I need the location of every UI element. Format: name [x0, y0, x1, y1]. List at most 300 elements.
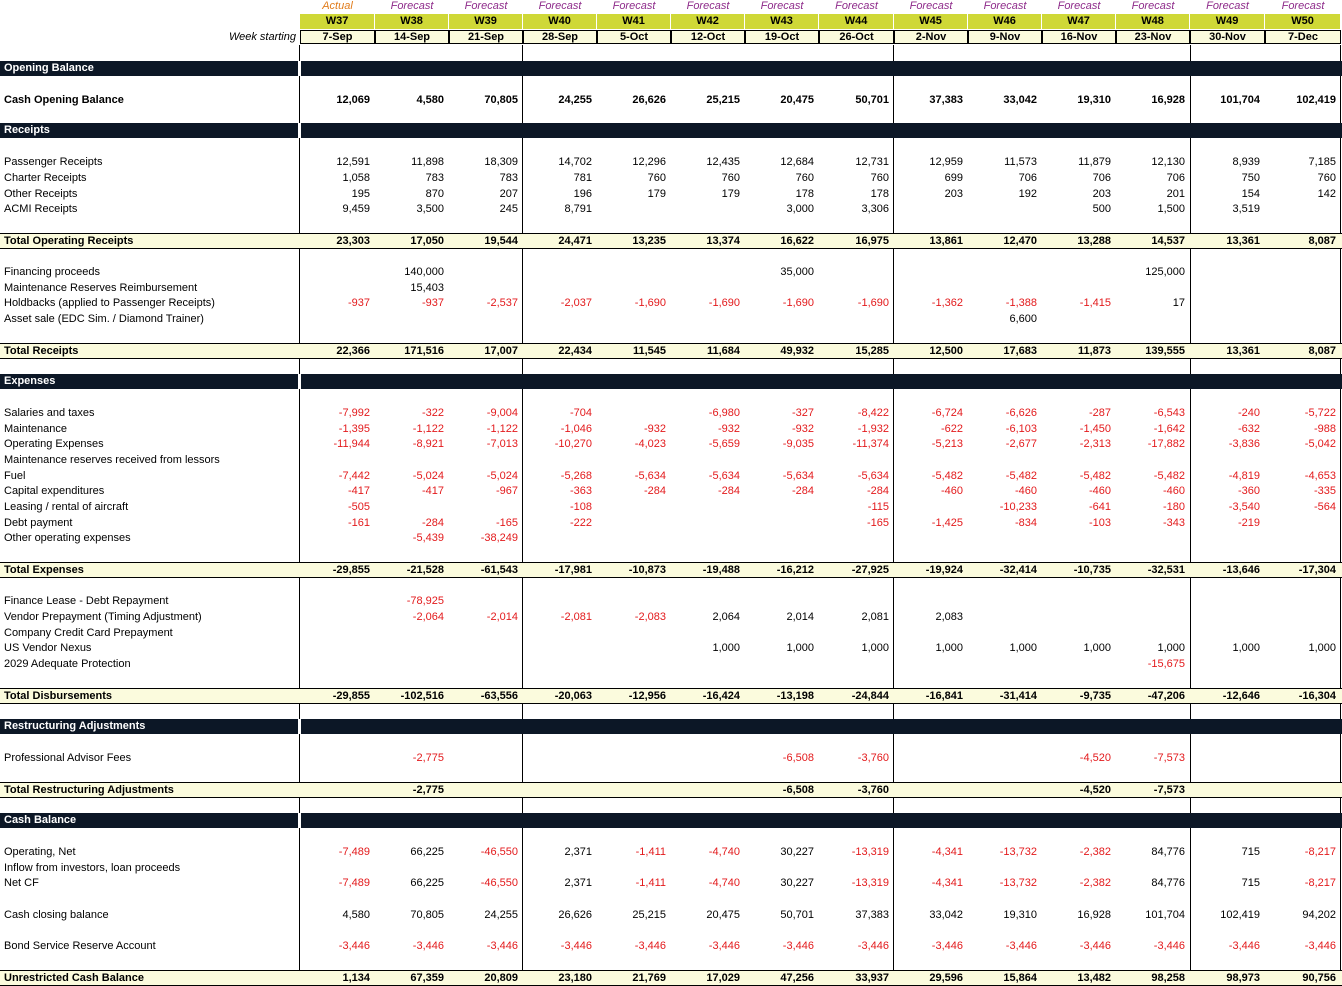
- value-cell: 12,591: [336, 156, 370, 168]
- value-cell: 179: [647, 188, 666, 200]
- row-label: Charter Receipts: [4, 172, 87, 184]
- row-salaries: [0, 406, 1342, 421]
- value-cell: -3,446: [1079, 940, 1111, 952]
- value-cell: -360: [1237, 485, 1260, 497]
- value-cell: -12,956: [628, 690, 666, 702]
- value-cell: 19,544: [484, 235, 518, 247]
- value-cell: -327: [791, 407, 814, 419]
- value-cell: 90,756: [1302, 972, 1336, 984]
- value-cell: 760: [795, 172, 814, 184]
- value-cell: -1,362: [931, 297, 963, 309]
- week-date-cell: 9-Nov: [968, 30, 1042, 44]
- value-cell: 17,683: [1003, 345, 1037, 357]
- column-type-label: Forecast: [760, 0, 804, 12]
- value-cell: 1,000: [1083, 642, 1111, 654]
- row-passenger-receipts: [0, 155, 1342, 170]
- value-cell: 1,000: [861, 642, 889, 654]
- value-cell: 98,258: [1151, 972, 1185, 984]
- value-cell: -3,836: [1228, 438, 1260, 450]
- value-cell: -13,732: [999, 846, 1037, 858]
- value-cell: -19,924: [925, 564, 963, 576]
- value-cell: 17,007: [484, 345, 518, 357]
- row-label: Other operating expenses: [4, 532, 131, 544]
- value-cell: 500: [1092, 203, 1111, 215]
- value-cell: 125,000: [1145, 266, 1185, 278]
- section-title: Receipts: [4, 124, 50, 136]
- week-number-cell: W49: [1190, 14, 1264, 29]
- value-cell: -3,760: [857, 752, 889, 764]
- row-label: Finance Lease - Debt Repayment: [4, 595, 169, 607]
- total-row-total-receipts: [0, 343, 1342, 359]
- value-cell: -9,735: [1079, 690, 1111, 702]
- row-label: Cash Opening Balance: [4, 94, 124, 106]
- row-us-vendor-nexus: [0, 641, 1342, 656]
- value-cell: -5,659: [708, 438, 740, 450]
- value-cell: -988: [1313, 423, 1336, 435]
- value-cell: -219: [1237, 517, 1260, 529]
- value-cell: 2,371: [564, 846, 592, 858]
- value-cell: 8,791: [564, 203, 592, 215]
- value-cell: -284: [421, 517, 444, 529]
- row-cash-opening-balance: [0, 93, 1342, 108]
- row-inflow-investors: [0, 861, 1342, 876]
- value-cell: 37,383: [855, 909, 889, 921]
- value-cell: 2,014: [786, 611, 814, 623]
- value-cell: 0: [1223, 784, 1231, 796]
- row-label: Total Expenses: [4, 564, 84, 576]
- value-cell: -417: [347, 485, 370, 497]
- value-cell: -10,735: [1073, 564, 1111, 576]
- section-title: Opening Balance: [4, 62, 94, 74]
- value-cell: -103: [1088, 517, 1111, 529]
- value-cell: 760: [721, 172, 740, 184]
- section-title: Expenses: [4, 375, 56, 387]
- value-cell: -322: [421, 407, 444, 419]
- value-cell: 139,555: [1145, 345, 1185, 357]
- value-cell: -9,004: [486, 407, 518, 419]
- column-type-label: Forecast: [464, 0, 508, 12]
- value-cell: -8,217: [1304, 846, 1336, 858]
- value-cell: 11,873: [1077, 345, 1111, 357]
- value-cell: 171,516: [404, 345, 444, 357]
- row-financing-proceeds: [0, 265, 1342, 280]
- value-cell: 0: [704, 784, 711, 796]
- value-cell: 49,932: [780, 345, 814, 357]
- row-label: Financing proceeds: [4, 266, 101, 278]
- section-header-expenses: [0, 374, 1342, 389]
- value-cell: 101,704: [1220, 94, 1260, 106]
- value-cell: 13,374: [706, 235, 740, 247]
- row-label: Net CF: [4, 877, 39, 889]
- value-cell: -13,646: [1222, 564, 1260, 576]
- row-label: Bond Service Reserve Account: [4, 940, 156, 952]
- value-cell: 47,256: [780, 972, 814, 984]
- value-cell: -3,446: [857, 940, 889, 952]
- week-date-cell: 28-Sep: [523, 30, 597, 44]
- band-gap: [298, 374, 301, 389]
- value-cell: -240: [1237, 407, 1260, 419]
- value-cell: -2,014: [486, 611, 518, 623]
- value-cell: -3,446: [338, 940, 370, 952]
- value-cell: -32,531: [1147, 564, 1185, 576]
- value-cell: 9,459: [342, 203, 370, 215]
- value-cell: -17,304: [1298, 564, 1336, 576]
- value-cell: -2,775: [412, 784, 444, 796]
- value-cell: -1,388: [1005, 297, 1037, 309]
- week-date-cell: 7-Dec: [1265, 30, 1341, 44]
- value-cell: -284: [791, 485, 814, 497]
- value-cell: 1,000: [1157, 642, 1185, 654]
- value-cell: -6,724: [931, 407, 963, 419]
- value-cell: 25,215: [706, 94, 740, 106]
- value-cell: 33,042: [929, 909, 963, 921]
- value-cell: -932: [643, 423, 666, 435]
- value-cell: -3,760: [857, 784, 889, 796]
- row-label: Capital expenditures: [4, 485, 105, 497]
- value-cell: -7,573: [1153, 752, 1185, 764]
- row-label: Company Credit Card Prepayment: [4, 627, 173, 639]
- value-cell: 11,879: [1078, 156, 1111, 168]
- value-cell: 35,000: [780, 266, 814, 278]
- value-cell: 203: [944, 188, 963, 200]
- value-cell: -7,442: [338, 470, 370, 482]
- row-cash-closing: [0, 908, 1342, 923]
- row-charter-receipts: [0, 171, 1342, 186]
- value-cell: 699: [944, 172, 963, 184]
- value-cell: -5,634: [857, 470, 889, 482]
- value-cell: -29,855: [332, 564, 370, 576]
- value-cell: 1,134: [342, 972, 370, 984]
- row-finance-lease: [0, 594, 1342, 609]
- week-number-cell: W43: [745, 14, 818, 29]
- row-label: Passenger Receipts: [4, 156, 103, 168]
- value-cell: -2,537: [486, 297, 518, 309]
- value-cell: -7,573: [1153, 784, 1185, 796]
- value-cell: 25,215: [632, 909, 666, 921]
- row-label: Operating Expenses: [4, 438, 104, 450]
- value-cell: -5,024: [412, 470, 444, 482]
- value-cell: 30,227: [780, 877, 814, 889]
- value-cell: 0: [333, 784, 341, 796]
- week-number-cell: W39: [449, 14, 522, 29]
- column-type-label: Forecast: [390, 0, 434, 12]
- value-cell: -2,064: [412, 611, 444, 623]
- value-cell: 101,704: [1145, 909, 1185, 921]
- value-cell: -20,063: [554, 690, 592, 702]
- band-gap: [298, 719, 301, 734]
- value-cell: -460: [940, 485, 963, 497]
- week-number-cell: W41: [597, 14, 670, 29]
- value-cell: 11,545: [632, 345, 666, 357]
- value-cell: 13,361: [1226, 235, 1260, 247]
- value-cell: -5,634: [708, 470, 740, 482]
- value-cell: -3,446: [782, 940, 814, 952]
- week-date-cell: 19-Oct: [745, 30, 819, 44]
- value-cell: -7,013: [486, 438, 518, 450]
- row-label: US Vendor Nexus: [4, 642, 92, 654]
- value-cell: 17: [1172, 297, 1185, 309]
- value-cell: 13,235: [632, 235, 666, 247]
- column-type-label: Forecast: [983, 0, 1027, 12]
- column-type-label: Forecast: [1131, 0, 1175, 12]
- value-cell: 245: [499, 203, 518, 215]
- row-company-cc: [0, 626, 1342, 641]
- value-cell: -1,690: [634, 297, 666, 309]
- row-asset-sale: [0, 312, 1342, 327]
- column-type-label: Actual: [322, 0, 353, 12]
- value-cell: -6,103: [1005, 423, 1037, 435]
- value-cell: -46,550: [480, 846, 518, 858]
- value-cell: -10,270: [554, 438, 592, 450]
- value-cell: 0: [482, 784, 489, 796]
- week-date-cell: 16-Nov: [1042, 30, 1116, 44]
- total-row-total-operating-receipts: [0, 233, 1342, 249]
- column-type-label: Forecast: [909, 0, 953, 12]
- value-cell: 12,959: [929, 156, 963, 168]
- row-label: Maintenance Reserves Reimbursement: [4, 282, 198, 294]
- value-cell: -7,489: [338, 846, 370, 858]
- value-cell: -1,411: [635, 846, 666, 858]
- value-cell: -417: [421, 485, 444, 497]
- value-cell: 15,403: [410, 282, 444, 294]
- value-cell: -1,122: [486, 423, 518, 435]
- value-cell: 14,702: [558, 156, 592, 168]
- row-label: Professional Advisor Fees: [4, 752, 132, 764]
- total-row-unrestricted-cash: [0, 970, 1342, 986]
- value-cell: 66,225: [410, 877, 444, 889]
- value-cell: -102,516: [400, 690, 444, 702]
- value-cell: -10,873: [628, 564, 666, 576]
- row-label: Operating, Net: [4, 846, 76, 858]
- row-label: 2029 Adequate Protection: [4, 658, 131, 670]
- row-label: Total Restructuring Adjustments: [4, 784, 174, 796]
- value-cell: -1,932: [857, 423, 889, 435]
- value-cell: -1,450: [1079, 423, 1111, 435]
- value-cell: -38,249: [480, 532, 518, 544]
- value-cell: -3,446: [1153, 940, 1185, 952]
- week-date-cell: 5-Oct: [597, 30, 671, 44]
- value-cell: 67,359: [410, 972, 444, 984]
- value-cell: 706: [1092, 172, 1111, 184]
- week-date-cell: 26-Oct: [819, 30, 894, 44]
- value-cell: 13,288: [1077, 235, 1111, 247]
- value-cell: 706: [1166, 172, 1185, 184]
- value-cell: 4,580: [342, 909, 370, 921]
- column-type-label: Forecast: [1057, 0, 1101, 12]
- value-cell: -6,980: [708, 407, 740, 419]
- value-cell: 154: [1241, 188, 1260, 200]
- value-cell: -4,819: [1228, 470, 1260, 482]
- value-cell: -4,023: [634, 438, 666, 450]
- value-cell: -8,921: [412, 438, 444, 450]
- value-cell: -180: [1162, 501, 1185, 513]
- row-acmi-receipts: [0, 202, 1342, 217]
- value-cell: 50,701: [780, 909, 814, 921]
- value-cell: -12,646: [1222, 690, 1260, 702]
- value-cell: -6,508: [782, 784, 814, 796]
- value-cell: -115: [867, 501, 889, 513]
- value-cell: -7,489: [338, 877, 370, 889]
- value-cell: 0: [630, 784, 637, 796]
- week-date-cell: 21-Sep: [449, 30, 523, 44]
- value-cell: 178: [795, 188, 814, 200]
- row-label: Debt payment: [4, 517, 73, 529]
- value-cell: -704: [569, 407, 592, 419]
- value-cell: -284: [643, 485, 666, 497]
- value-cell: 12,731: [855, 156, 889, 168]
- week-starting-label: Week starting: [228, 31, 296, 43]
- value-cell: -641: [1088, 501, 1111, 513]
- value-cell: 0: [1001, 784, 1008, 796]
- total-row-total-restructuring: [0, 782, 1342, 798]
- value-cell: 781: [573, 172, 592, 184]
- value-cell: -165: [495, 517, 518, 529]
- value-cell: -363: [569, 485, 592, 497]
- value-cell: -284: [717, 485, 740, 497]
- value-cell: -5,482: [1153, 470, 1185, 482]
- row-vendor-prepayment: [0, 610, 1342, 625]
- row-holdbacks: [0, 296, 1342, 311]
- value-cell: -343: [1162, 517, 1185, 529]
- value-cell: 12,684: [780, 156, 814, 168]
- value-cell: 15,864: [1003, 972, 1037, 984]
- value-cell: -6,508: [782, 752, 814, 764]
- value-cell: -6,626: [1005, 407, 1037, 419]
- value-cell: 2,371: [564, 877, 592, 889]
- week-date-cell: 14-Sep: [375, 30, 449, 44]
- value-cell: -4,341: [931, 846, 963, 858]
- value-cell: -1,411: [635, 877, 666, 889]
- value-cell: 66,225: [410, 846, 444, 858]
- value-cell: 21,769: [632, 972, 666, 984]
- value-cell: -1,690: [857, 297, 889, 309]
- value-cell: 2,081: [861, 611, 889, 623]
- value-cell: 17,050: [410, 235, 444, 247]
- value-cell: 195: [351, 188, 370, 200]
- row-other-opex: [0, 531, 1342, 546]
- value-cell: -13,198: [776, 690, 814, 702]
- row-adequate-protection: [0, 657, 1342, 672]
- value-cell: -937: [347, 297, 370, 309]
- value-cell: -505: [347, 501, 370, 513]
- week-date-cell: 2-Nov: [894, 30, 968, 44]
- week-date-cell: 30-Nov: [1190, 30, 1265, 44]
- value-cell: -284: [866, 485, 889, 497]
- section-header-cash-balance: [0, 813, 1342, 828]
- value-cell: -3,446: [486, 940, 518, 952]
- value-cell: 1,000: [1308, 642, 1336, 654]
- week-date-cell: 12-Oct: [671, 30, 745, 44]
- value-cell: -47,206: [1147, 690, 1185, 702]
- value-cell: 84,776: [1151, 846, 1185, 858]
- value-cell: 24,255: [484, 909, 518, 921]
- row-label: Fuel: [4, 470, 26, 482]
- row-other-receipts: [0, 187, 1342, 202]
- value-cell: -2,037: [560, 297, 592, 309]
- value-cell: 201: [1166, 188, 1185, 200]
- value-cell: -24,844: [851, 690, 889, 702]
- value-cell: -460: [1088, 485, 1111, 497]
- value-cell: -15,675: [1147, 658, 1185, 670]
- value-cell: 192: [1018, 188, 1037, 200]
- value-cell: 203: [1092, 188, 1111, 200]
- value-cell: -937: [421, 297, 444, 309]
- value-cell: -335: [1313, 485, 1336, 497]
- value-cell: 13,482: [1077, 972, 1111, 984]
- value-cell: 15,285: [855, 345, 889, 357]
- value-cell: -932: [791, 423, 814, 435]
- value-cell: -4,520: [1079, 784, 1111, 796]
- value-cell: -27,925: [851, 564, 889, 576]
- value-cell: -4,740: [708, 846, 740, 858]
- value-cell: 3,306: [861, 203, 889, 215]
- value-cell: 20,809: [484, 972, 518, 984]
- week-number-cell: W40: [523, 14, 596, 29]
- value-cell: -5,268: [560, 470, 592, 482]
- value-cell: 11,684: [706, 345, 740, 357]
- value-cell: 783: [425, 172, 444, 184]
- value-cell: 207: [499, 188, 518, 200]
- value-cell: -63,556: [480, 690, 518, 702]
- value-cell: -16,212: [776, 564, 814, 576]
- value-cell: -2,313: [1079, 438, 1111, 450]
- value-cell: 142: [1317, 188, 1336, 200]
- row-label: Total Receipts: [4, 345, 79, 357]
- value-cell: -8,422: [857, 407, 889, 419]
- value-cell: -932: [717, 423, 740, 435]
- section-title: Restructuring Adjustments: [4, 720, 146, 732]
- value-cell: 0: [556, 784, 563, 796]
- value-cell: 1,058: [342, 172, 370, 184]
- value-cell: 750: [1241, 172, 1260, 184]
- value-cell: 14,537: [1151, 235, 1185, 247]
- value-cell: -3,446: [931, 940, 963, 952]
- value-cell: -1,425: [931, 517, 963, 529]
- week-number-cell: W47: [1042, 14, 1115, 29]
- week-number-cell: W50: [1265, 14, 1340, 29]
- value-cell: -11,944: [333, 438, 370, 450]
- value-cell: 8,087: [1308, 345, 1336, 357]
- week-date-cell: 7-Sep: [300, 30, 375, 44]
- value-cell: -1,690: [782, 297, 814, 309]
- value-cell: 17,029: [706, 972, 740, 984]
- value-cell: -5,634: [782, 470, 814, 482]
- column-type-label: Forecast: [1281, 0, 1325, 12]
- week-number-cell: W42: [671, 14, 744, 29]
- value-cell: -161: [347, 517, 370, 529]
- value-cell: 19,310: [1003, 909, 1037, 921]
- row-maint-reserves-reimb: [0, 281, 1342, 296]
- value-cell: -78,925: [406, 595, 444, 607]
- week-number-cell: W46: [968, 14, 1041, 29]
- value-cell: -222: [569, 517, 592, 529]
- value-cell: -31,414: [999, 690, 1037, 702]
- value-cell: -460: [1014, 485, 1037, 497]
- value-cell: -11,374: [852, 438, 889, 450]
- value-cell: -1,690: [708, 297, 740, 309]
- value-cell: 12,130: [1151, 156, 1185, 168]
- value-cell: -4,653: [1304, 470, 1336, 482]
- column-type-label: Forecast: [686, 0, 730, 12]
- value-cell: -460: [1162, 485, 1185, 497]
- value-cell: 715: [1241, 846, 1260, 858]
- value-cell: 23,303: [336, 235, 370, 247]
- value-cell: -29,855: [332, 690, 370, 702]
- value-cell: -5,482: [1079, 470, 1111, 482]
- value-cell: -1,642: [1153, 423, 1185, 435]
- value-cell: -3,446: [560, 940, 592, 952]
- value-cell: 24,471: [558, 235, 592, 247]
